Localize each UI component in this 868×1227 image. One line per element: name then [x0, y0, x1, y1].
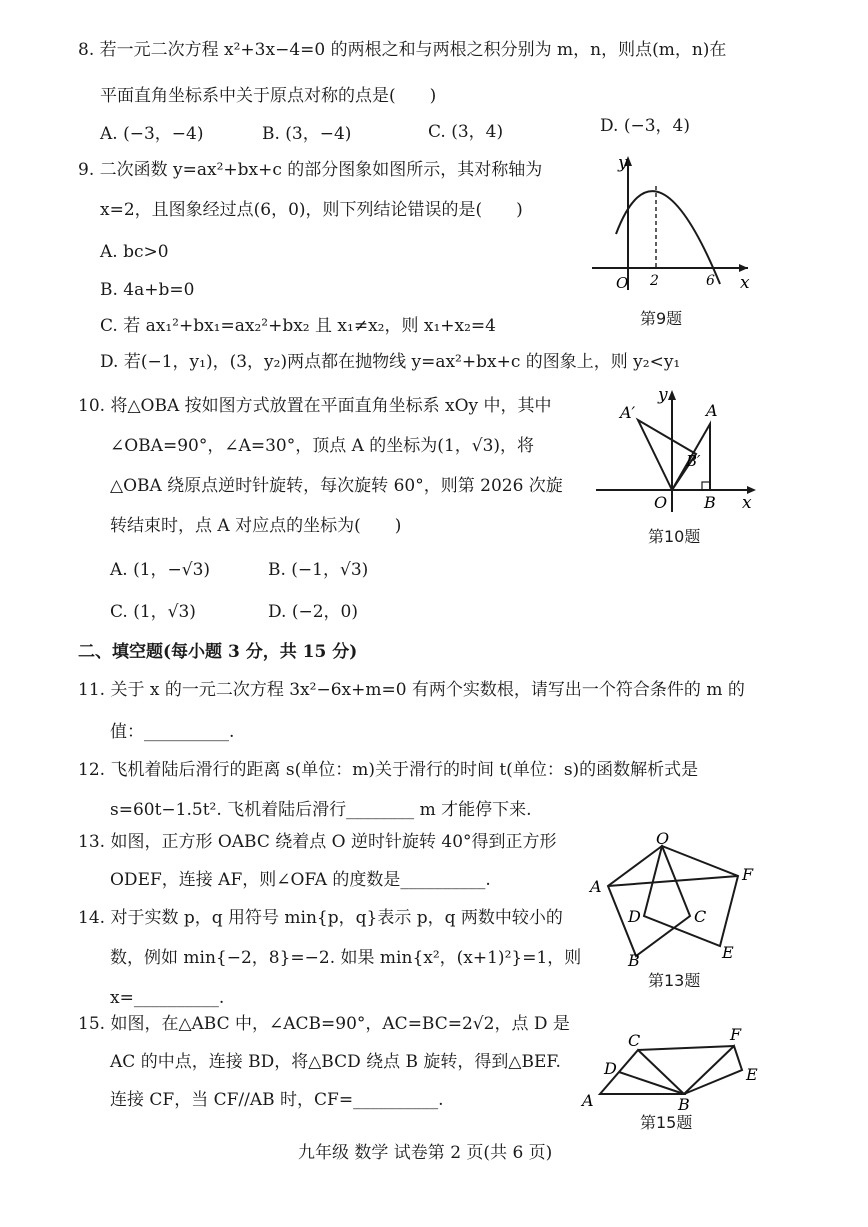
q10-option-c: C. (1，√3): [110, 602, 196, 622]
q13-point-a-label: A: [590, 877, 602, 896]
q9-tick-2-label: 2: [650, 273, 659, 289]
q10-point-a-prime-label: A′: [620, 403, 636, 422]
q8-option-b: B. (3，−4): [262, 124, 352, 144]
q15-point-d-label: D: [604, 1059, 617, 1078]
q10-x-label: x: [742, 493, 752, 513]
q15-triangle-figure: [580, 1024, 770, 1110]
q9-origin-label: O: [616, 274, 629, 292]
q11-line2: 值：__________.: [110, 722, 235, 742]
q10-y-label: y: [658, 385, 668, 405]
q10-line2: ∠OBA=90°，∠A=30°，顶点 A 的坐标为(1，√3)，将: [110, 436, 535, 456]
section-2-heading: 二、填空题(每小题 3 分，共 15 分): [78, 642, 358, 662]
q10-option-a: A. (1，−√3): [110, 560, 211, 580]
q15-point-a-label: A: [582, 1091, 594, 1110]
q13-point-d-label: D: [628, 907, 641, 926]
q15-point-c-label: C: [628, 1031, 641, 1050]
q8-option-c: C. (3，4): [428, 122, 504, 142]
q13-point-c-label: C: [694, 907, 707, 926]
q15-caption: 第15题: [640, 1113, 693, 1132]
q10-caption: 第10题: [648, 527, 701, 546]
q8-option-d: D. (−3，4): [600, 116, 690, 136]
q10-line1: 10. 将△OBA 按如图方式放置在平面直角坐标系 xOy 中，其中: [78, 396, 552, 416]
q15-line3: 连接 CF，当 CF//AB 时，CF=__________.: [110, 1090, 444, 1110]
q10-line4: 转结束时，点 A 对应点的坐标为( ): [110, 516, 402, 536]
q10-point-b-prime-label: B′: [686, 452, 701, 470]
q15-point-f-label: F: [730, 1025, 742, 1044]
q13-caption: 第13题: [648, 971, 701, 990]
q15-point-b-label: B: [678, 1095, 690, 1110]
q10-point-b-label: B: [704, 493, 716, 512]
q10-triangle-figure: [592, 384, 762, 519]
q10-origin-label: O: [654, 493, 668, 512]
q13-point-o-label: O: [656, 832, 670, 848]
q13-point-b-label: B: [628, 951, 640, 968]
q10-option-d: D. (−2，0): [268, 602, 358, 622]
q9-line2: x=2，且图象经过点(6，0)，则下列结论错误的是( ): [100, 200, 523, 220]
q13-square-figure: [586, 832, 766, 968]
q9-tick-6-label: 6: [706, 273, 715, 289]
q13-line2: ODEF，连接 AF，则∠OFA 的度数是__________.: [110, 870, 491, 890]
q9-option-b: B. 4a+b=0: [100, 280, 195, 300]
q11-line1: 11. 关于 x 的一元二次方程 3x²−6x+m=0 有两个实数根，请写出一个符合条件的 m 的: [78, 680, 745, 700]
q13-point-e-label: E: [722, 943, 734, 962]
q8-option-a: A. (−3，−4): [100, 124, 204, 144]
q8-line2: 平面直角坐标系中关于原点对称的点是( ): [100, 86, 437, 106]
q12-line2: s=60t−1.5t². 飞机着陆后滑行________ m 才能停下来.: [110, 800, 532, 820]
q14-line1: 14. 对于实数 p，q 用符号 min{p，q}表示 p，q 两数中较小的: [78, 908, 563, 928]
q9-x-label: x: [740, 273, 750, 293]
q9-line1: 9. 二次函数 y=ax²+bx+c 的部分图象如图所示，其对称轴为: [78, 160, 543, 180]
q12-line1: 12. 飞机着陆后滑行的距离 s(单位：m)关于滑行的时间 t(单位：s)的函数解析式是: [78, 760, 699, 780]
q9-option-c: C. 若 ax₁²+bx₁=ax₂²+bx₂ 且 x₁≠x₂，则 x₁+x₂=4: [100, 316, 496, 336]
q15-line1: 15. 如图，在△ABC 中，∠ACB=90°，AC=BC=2√2，点 D 是: [78, 1014, 570, 1034]
q9-parabola-figure: [588, 148, 758, 298]
q13-point-f-label: F: [742, 865, 754, 884]
q10-point-a-label: A: [706, 401, 718, 420]
q10-option-b: B. (−1，√3): [268, 560, 369, 580]
q9-y-label: y: [618, 153, 628, 173]
q15-line2: AC 的中点，连接 BD，将△BCD 绕点 B 旋转，得到△BEF.: [110, 1052, 561, 1072]
q14-line3: x=__________.: [110, 988, 225, 1008]
q8-line1: 8. 若一元二次方程 x²+3x−4=0 的两根之和与两根之积分别为 m，n，则点(m，n)在: [78, 40, 727, 60]
q9-caption: 第9题: [640, 309, 683, 328]
q13-line1: 13. 如图，正方形 OABC 绕着点 O 逆时针旋转 40°得到正方形: [78, 832, 557, 852]
page-footer: 九年级 数学 试卷第 2 页(共 6 页): [298, 1143, 553, 1163]
q10-line3: △OBA 绕原点逆时针旋转，每次旋转 60°，则第 2026 次旋: [110, 476, 563, 496]
q14-line2: 数，例如 min{−2，8}=−2. 如果 min{x²，(x+1)²}=1，则: [110, 948, 582, 968]
q9-option-a: A. bc>0: [100, 242, 169, 262]
q9-option-d: D. 若(−1，y₁)，(3，y₂)两点都在抛物线 y=ax²+bx+c 的图象上，则 y₂<y₁: [100, 352, 681, 372]
q15-point-e-label: E: [746, 1065, 758, 1084]
